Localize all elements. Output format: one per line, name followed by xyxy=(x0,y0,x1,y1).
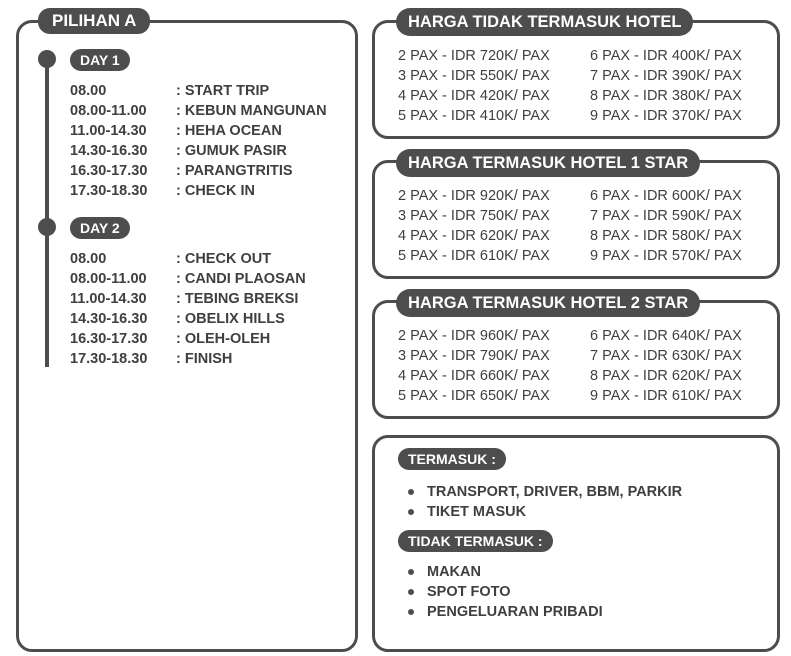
price-cell: 2 PAX - IDR 960K/ PAX xyxy=(398,328,550,344)
schedule-time: 16.30-17.30 xyxy=(70,331,148,347)
price-cell: 6 PAX - IDR 640K/ PAX xyxy=(590,328,742,344)
schedule-time: 08.00 xyxy=(70,83,107,99)
price-title-hotel-1-star: HARGA TERMASUK HOTEL 1 STAR xyxy=(396,149,700,177)
schedule-row xyxy=(70,329,306,349)
price-cell: 7 PAX - IDR 630K/ PAX xyxy=(590,348,742,364)
list-item-text: SPOT FOTO xyxy=(427,584,511,600)
price-cell: 9 PAX - IDR 610K/ PAX xyxy=(590,388,742,404)
bullet-icon xyxy=(408,569,414,575)
schedule-activity: : START TRIP xyxy=(176,83,270,99)
list-item-text: TRANSPORT, DRIVER, BBM, PARKIR xyxy=(427,484,683,500)
price-cell: 7 PAX - IDR 590K/ PAX xyxy=(590,208,742,224)
schedule-time: 14.30-16.30 xyxy=(70,311,148,327)
price-cell: 2 PAX - IDR 720K/ PAX xyxy=(398,48,550,64)
included-list xyxy=(408,482,682,522)
list-item-text: PENGELUARAN PRIBADI xyxy=(427,604,603,620)
schedule-time: 08.00 xyxy=(70,251,107,267)
schedule-activity: : GUMUK PASIR xyxy=(176,143,287,159)
schedule-row xyxy=(70,101,327,121)
day2-badge: DAY 2 xyxy=(70,217,130,239)
schedule-row xyxy=(70,161,327,181)
day1-badge: DAY 1 xyxy=(70,49,130,71)
price-grid-no-hotel xyxy=(398,46,768,126)
list-item xyxy=(408,582,603,602)
price-cell: 8 PAX - IDR 380K/ PAX xyxy=(590,88,742,104)
schedule-row xyxy=(70,289,306,309)
bullet-icon xyxy=(408,489,414,495)
included-title: TERMASUK : xyxy=(398,448,506,470)
excluded-list xyxy=(408,562,603,622)
list-item xyxy=(408,602,603,622)
timeline-line xyxy=(45,55,49,367)
excluded-title: TIDAK TERMASUK : xyxy=(398,530,553,552)
price-cell: 3 PAX - IDR 790K/ PAX xyxy=(398,348,550,364)
price-grid-hotel-2-star xyxy=(398,326,768,406)
schedule-activity: : TEBING BREKSI xyxy=(176,291,299,307)
list-item xyxy=(408,502,682,522)
schedule-time: 08.00-11.00 xyxy=(70,103,147,119)
price-cell: 9 PAX - IDR 570K/ PAX xyxy=(590,248,742,264)
price-cell: 5 PAX - IDR 650K/ PAX xyxy=(398,388,550,404)
price-cell: 7 PAX - IDR 390K/ PAX xyxy=(590,68,742,84)
schedule-activity: : HEHA OCEAN xyxy=(176,123,282,139)
price-cell: 4 PAX - IDR 660K/ PAX xyxy=(398,368,550,384)
schedule-time: 16.30-17.30 xyxy=(70,163,148,179)
price-title-no-hotel: HARGA TIDAK TERMASUK HOTEL xyxy=(396,8,693,36)
schedule-row xyxy=(70,309,306,329)
schedule-activity: : CANDI PLAOSAN xyxy=(176,271,306,287)
price-cell: 4 PAX - IDR 420K/ PAX xyxy=(398,88,550,104)
price-cell: 4 PAX - IDR 620K/ PAX xyxy=(398,228,550,244)
schedule-row xyxy=(70,269,306,289)
schedule-row xyxy=(70,121,327,141)
price-cell: 8 PAX - IDR 620K/ PAX xyxy=(590,368,742,384)
bullet-icon xyxy=(408,589,414,595)
schedule-time: 14.30-16.30 xyxy=(70,143,148,159)
schedule-activity: : KEBUN MANGUNAN xyxy=(176,103,327,119)
list-item xyxy=(408,562,603,582)
bullet-icon xyxy=(408,609,414,615)
schedule-row xyxy=(70,349,306,369)
schedule-time: 17.30-18.30 xyxy=(70,183,148,199)
schedule-time: 11.00-14.30 xyxy=(70,291,147,307)
day1-schedule xyxy=(70,81,327,201)
price-cell: 3 PAX - IDR 750K/ PAX xyxy=(398,208,550,224)
price-grid-hotel-1-star xyxy=(398,186,768,266)
schedule-activity: : CHECK OUT xyxy=(176,251,272,267)
schedule-activity: : CHECK IN xyxy=(176,183,255,199)
day2-schedule xyxy=(70,249,306,369)
schedule-time: 08.00-11.00 xyxy=(70,271,147,287)
schedule-activity: : OLEH-OLEH xyxy=(176,331,271,347)
price-cell: 2 PAX - IDR 920K/ PAX xyxy=(398,188,550,204)
schedule-row xyxy=(70,249,306,269)
schedule-activity: : FINISH xyxy=(176,351,233,367)
price-cell: 5 PAX - IDR 610K/ PAX xyxy=(398,248,550,264)
price-cell: 8 PAX - IDR 580K/ PAX xyxy=(590,228,742,244)
schedule-row xyxy=(70,141,327,161)
price-cell: 9 PAX - IDR 370K/ PAX xyxy=(590,108,742,124)
schedule-time: 11.00-14.30 xyxy=(70,123,147,139)
price-cell: 6 PAX - IDR 400K/ PAX xyxy=(590,48,742,64)
list-item xyxy=(408,482,682,502)
timeline-dot-day1 xyxy=(38,50,56,68)
price-cell: 3 PAX - IDR 550K/ PAX xyxy=(398,68,550,84)
list-item-text: MAKAN xyxy=(427,564,481,580)
schedule-row xyxy=(70,181,327,201)
schedule-time: 17.30-18.30 xyxy=(70,351,148,367)
schedule-activity: : OBELIX HILLS xyxy=(176,311,285,327)
price-cell: 5 PAX - IDR 410K/ PAX xyxy=(398,108,550,124)
list-item-text: TIKET MASUK xyxy=(427,504,527,520)
price-cell: 6 PAX - IDR 600K/ PAX xyxy=(590,188,742,204)
schedule-activity: : PARANGTRITIS xyxy=(176,163,293,179)
schedule-row xyxy=(70,81,327,101)
itinerary-title: PILIHAN A xyxy=(38,8,150,34)
price-title-hotel-2-star: HARGA TERMASUK HOTEL 2 STAR xyxy=(396,289,700,317)
timeline-dot-day2 xyxy=(38,218,56,236)
bullet-icon xyxy=(408,509,414,515)
